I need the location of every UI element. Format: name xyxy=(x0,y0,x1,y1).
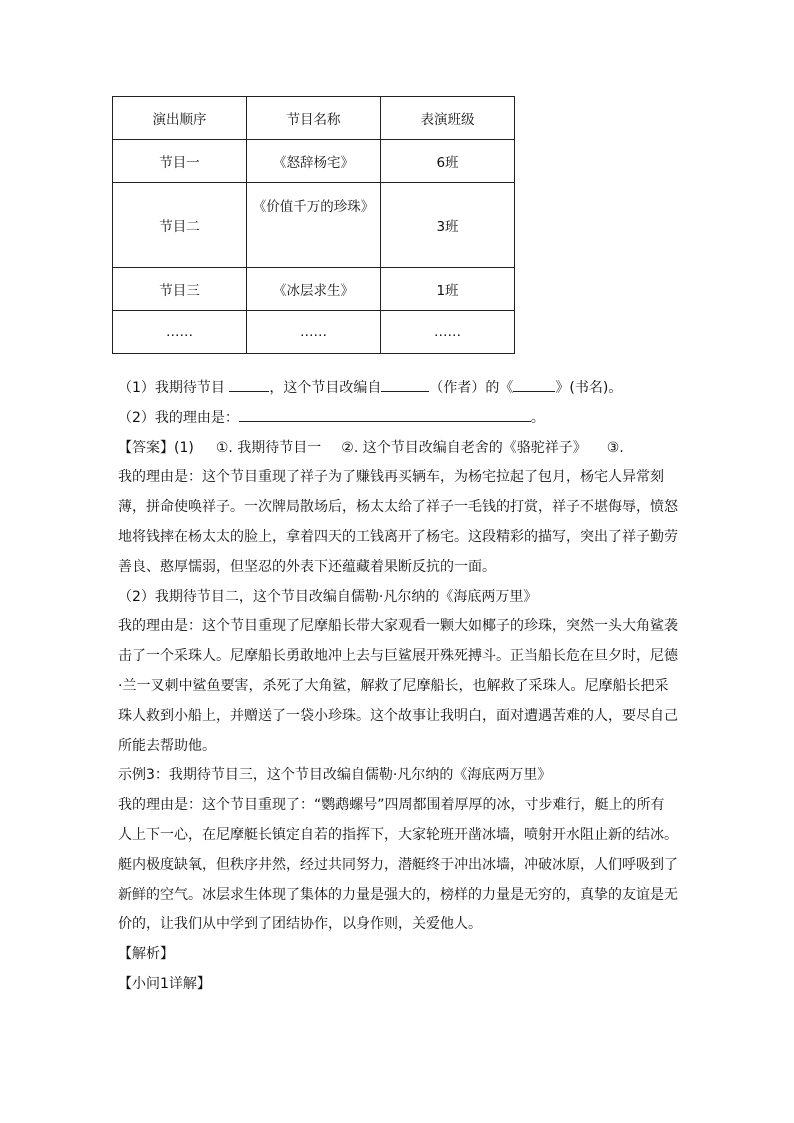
analysis-subheading: 【小问1详解】 xyxy=(118,975,211,992)
table-cell: 《冰层求生》 xyxy=(247,268,381,311)
question-2: （2）我的理由是： 。 xyxy=(118,404,678,434)
analysis-heading: 【解析】 xyxy=(118,946,174,963)
answer-paragraph: 示例3：我期待节目三，这个节目改编自儒勒·凡尔纳的《海底两万里》 xyxy=(118,767,552,784)
answer-blank xyxy=(229,377,269,392)
answer-blank xyxy=(513,377,555,392)
table-cell: 节目三 xyxy=(113,268,247,311)
program-table xyxy=(112,96,515,354)
answer-paragraph: 我的理由是：这个节目重现了祥子为了赚钱再买辆车，为杨宅拉起了包月，杨宅人异常刻薄，拼命使唤祥子。一次牌局散场后，杨太太给了祥子一毛钱的打赏，祥子不堪侮辱，愤怒地将钱摔在杨太太的脸上，拿着四天的工钱离开了杨宅。这段精彩的描写，突出了祥子勤劳善良、憨厚懦弱，但坚忍的外表下还蕴藏着果断反抗的一面。 xyxy=(118,469,678,575)
table-row xyxy=(113,183,515,268)
answer-heading: 【答案】(1) ①. 我期待节目一 ②. 这个节目改编自老舍的《骆驼祥子》 ③. xyxy=(118,439,624,456)
table-row xyxy=(113,311,515,354)
table-header-row xyxy=(113,97,515,140)
table-cell: …… xyxy=(381,311,515,354)
table-cell: 3班 xyxy=(381,183,515,268)
table-cell: 1班 xyxy=(381,268,515,311)
table-header-cell: 表演班级 xyxy=(381,97,515,140)
table-cell: 《怒辞杨宅》 xyxy=(247,140,381,183)
question-1: （1）我期待节目 ，这个节目改编自 （作者）的《 》(书名)。 xyxy=(118,374,678,404)
table-cell: 节目一 xyxy=(113,140,247,183)
answer-paragraph: 我的理由是：这个节目重现了：“鹦鹉螺号”四周都围着厚厚的冰，寸步难行，艇上的所有人上下一心，在尼摩艇长镇定自若的指挥下，大家轮班开凿冰墙，喷射开水阻止新的结冰。艇内极度缺氧，但秩序井然，经过共同努力，潜艇终于冲出冰墙，冲破冰原，人们呼吸到了新鲜的空气。冰层求生体现了集体的力量是强大的，榜样的力量是无穷的，真挚的友谊是无价的，让我们从中学到了团结协作，以身作则，关爱他人。 xyxy=(118,797,678,933)
table-header-cell: 演出顺序 xyxy=(113,97,247,140)
answer-blank xyxy=(239,407,531,422)
table-cell: …… xyxy=(247,311,381,354)
table-cell: 节目二 xyxy=(113,183,247,268)
document-body xyxy=(118,374,678,1000)
table-cell: 6班 xyxy=(381,140,515,183)
table-cell: …… xyxy=(113,311,247,354)
table-cell: 《价值千万的珍珠》 xyxy=(247,183,381,268)
answer-paragraph: （2）我期待节目二，这个节目改编自儒勒·凡尔纳的《海底两万里》 xyxy=(118,588,538,605)
table-row xyxy=(113,140,515,183)
answer-paragraph: 我的理由是：这个节目重现了尼摩船长带大家观看一颗大如椰子的珍珠，突然一头大角鲨袭击了一个采珠人。尼摩船长勇敢地冲上去与巨鲨展开殊死搏斗。正当船长危在旦夕时，尼德·兰一叉刺中鲨鱼要害，杀死了大角鲨，解救了尼摩船长，也解救了采珠人。尼摩船长把采珠人救到小船上，并赠送了一袋小珍珠。这个故事让我明白，面对遭遇苦难的人，要尽自己所能去帮助他。 xyxy=(118,618,678,754)
table-header-cell: 节目名称 xyxy=(247,97,381,140)
answer-blank xyxy=(381,377,429,392)
table-row xyxy=(113,268,515,311)
